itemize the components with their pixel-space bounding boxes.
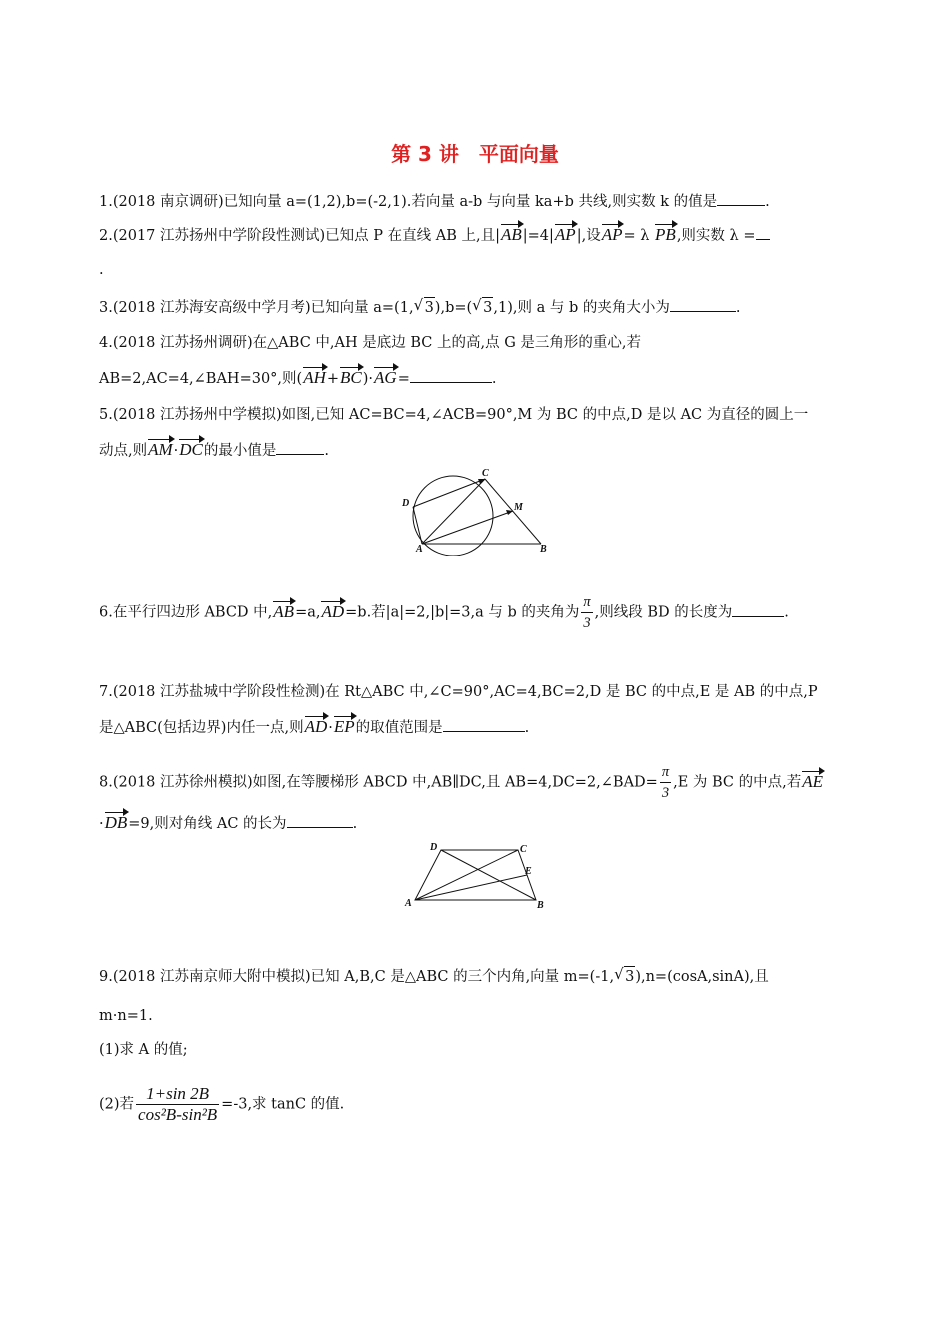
q5-end: . (324, 443, 329, 459)
vector-ae: AE (802, 771, 824, 791)
q4-text-4: = (397, 371, 410, 387)
q2-text-1: 2.(2017 江苏扬州中学阶段性测试)已知点 P 在直线 AB 上,且| (99, 228, 500, 244)
q1-text: 1.(2018 南京调研)已知向量 a=(1,2),b=(-2,1).若向量 a-b 与向量 ka+b 共线,则实数 k 的值是 (99, 194, 718, 210)
q7-line-1: 7.(2018 江苏盐城中学阶段性检测)在 Rt△ABC 中,∠C=90°,AC=4,BC=2,D 是 BC 的中点,E 是 AB 的中点,P (99, 684, 818, 700)
answer-blank (670, 297, 736, 312)
vector-ap: AP (554, 225, 576, 244)
label-d: D (402, 498, 410, 509)
sqrt-3: √ 3 (424, 297, 435, 318)
question-6 (99, 592, 789, 633)
label-a: A (416, 544, 423, 555)
segment-ac (422, 479, 485, 544)
q3-end: . (735, 300, 741, 316)
vector-ah: AH (303, 368, 326, 387)
vector-dc: DC (179, 440, 203, 459)
answer-blank (732, 602, 784, 617)
q2-end: . (99, 262, 104, 278)
q2-text-2: |=4| (522, 228, 554, 244)
q2-text-3: |,设 (576, 228, 601, 244)
question-8-line-1 (99, 762, 824, 803)
q7-text-3: 的取值范围是 (355, 720, 443, 736)
vector-ab: AB (500, 225, 522, 244)
q8-end: . (352, 816, 358, 832)
q7-text-1: 是△ABC(包括边界)内任一点,则 (99, 720, 304, 736)
vector-ad: AD (321, 601, 345, 621)
q3-text-2: ),b=( (434, 300, 473, 316)
vector-ag: AG (374, 368, 397, 387)
q6-text-4: ,则线段 BD 的长度为 (594, 604, 733, 621)
label-m: M (514, 502, 523, 513)
vector-ad: AD (304, 717, 328, 736)
q9-line-2: m·n=1. (99, 1008, 153, 1024)
vector-pb: PB (655, 225, 676, 244)
q3-text-3: ,1),则 a 与 b 的夹角大小为 (493, 300, 670, 316)
question-1 (99, 191, 770, 212)
label-d: D (430, 842, 438, 853)
q9-text-1: 9.(2018 江苏南京师大附中模拟)已知 A,B,C 是△ABC 的三个内角,向量 m=(-1, (99, 969, 615, 985)
segment-dc (413, 479, 485, 507)
vector-bc: BC (340, 368, 362, 387)
trapezoid-abcd (415, 850, 536, 900)
vector-ep: EP (333, 717, 355, 736)
q4-text-3: )· (362, 371, 374, 387)
figure-circle-triangle (396, 466, 556, 556)
label-a: A (405, 898, 412, 909)
answer-blank (276, 440, 324, 455)
label-e: E (525, 866, 532, 877)
diagonal-db (441, 850, 536, 900)
vector-am: AM (148, 440, 173, 459)
segment-am (422, 511, 513, 544)
q8-text-2: ,E 为 BC 的中点,若 (673, 774, 802, 791)
q6-text-2: =a, (295, 604, 321, 621)
sqrt-3-b: √ 3 (482, 297, 493, 318)
q2-text-4: = λ (623, 228, 655, 244)
q9-part-1: (1)求 A 的值; (99, 1042, 188, 1058)
answer-blank (287, 813, 353, 828)
label-c: C (482, 468, 489, 479)
q9-part-2 (99, 1084, 344, 1125)
fraction-pi-3: $\frac{\pi}{3}$ (583, 594, 591, 631)
question-7 (99, 717, 529, 738)
q8-text-4: =9,则对角线 AC 的长为 (128, 816, 287, 832)
q9-text-2: ),n=(cosA,sinA),且 (635, 969, 769, 985)
figure-trapezoid (400, 838, 552, 912)
page-title: 第 3 讲 平面向量 (391, 142, 559, 166)
fraction-expression: $\frac{1+\sin 2B}{\text{cos²B-sin²B}}$ (138, 1084, 218, 1124)
question-5 (99, 440, 329, 461)
question-4 (99, 368, 496, 389)
q4-text-1: AB=2,AC=4,∠BAH=30°,则( (99, 371, 303, 387)
question-2 (99, 225, 770, 246)
q5-line-1: 5.(2018 江苏扬州中学模拟)如图,已知 AC=BC=4,∠ACB=90°,M 为 BC 的中点,D 是以 AC 为直径的圆上一 (99, 407, 809, 423)
answer-blank (756, 225, 770, 240)
q2-text-5: ,则实数 λ = (676, 228, 756, 244)
question-9 (99, 966, 769, 987)
q7-end: . (524, 720, 530, 736)
vector-ab: AB (273, 601, 295, 621)
q1-end: . (765, 194, 770, 210)
sqrt-3: √ 3 (624, 966, 635, 987)
label-c: C (520, 844, 527, 855)
label-b: B (540, 544, 547, 555)
q4-end: . (491, 371, 497, 387)
fraction-pi-3: $\frac{\pi}{3}$ (661, 764, 670, 801)
q4-text-2: + (326, 371, 340, 387)
q5-text-2: · (173, 443, 179, 459)
q6-end: . (784, 604, 789, 621)
q6-text-3: =b.若|a|=2,|b|=3,a 与 b 的夹角为 (345, 604, 580, 621)
q5-text-1: 动点,则 (99, 443, 148, 459)
q3-text-1: 3.(2018 江苏海安高级中学月考)已知向量 a=(1, (99, 300, 414, 316)
q5-text-3: 的最小值是 (203, 443, 277, 459)
q9-text-3: (2)若 (99, 1096, 135, 1113)
question-8-line-2 (99, 813, 357, 834)
q9-text-4: =-3,求 tanC 的值. (221, 1096, 345, 1113)
answer-blank (443, 717, 525, 732)
q8-text-3: · (99, 816, 104, 832)
vector-ap-2: AP (601, 225, 623, 244)
q8-text-1: 8.(2018 江苏徐州模拟)如图,在等腰梯形 ABCD 中,AB∥DC,且 AB=4,DC=2,∠BAD= (99, 774, 658, 791)
question-3 (99, 297, 740, 318)
vector-db: DB (104, 813, 128, 832)
q6-text-1: 6.在平行四边形 ABCD 中, (99, 604, 273, 621)
q7-text-2: · (328, 720, 333, 736)
q4-line-1: 4.(2018 江苏扬州调研)在△ABC 中,AH 是底边 BC 上的高,点 G 是三角形的重心,若 (99, 335, 641, 351)
segment-ae (415, 875, 527, 900)
answer-blank (717, 191, 765, 206)
diagonal-ac (415, 850, 518, 900)
label-b: B (537, 900, 544, 911)
answer-blank (410, 368, 492, 383)
